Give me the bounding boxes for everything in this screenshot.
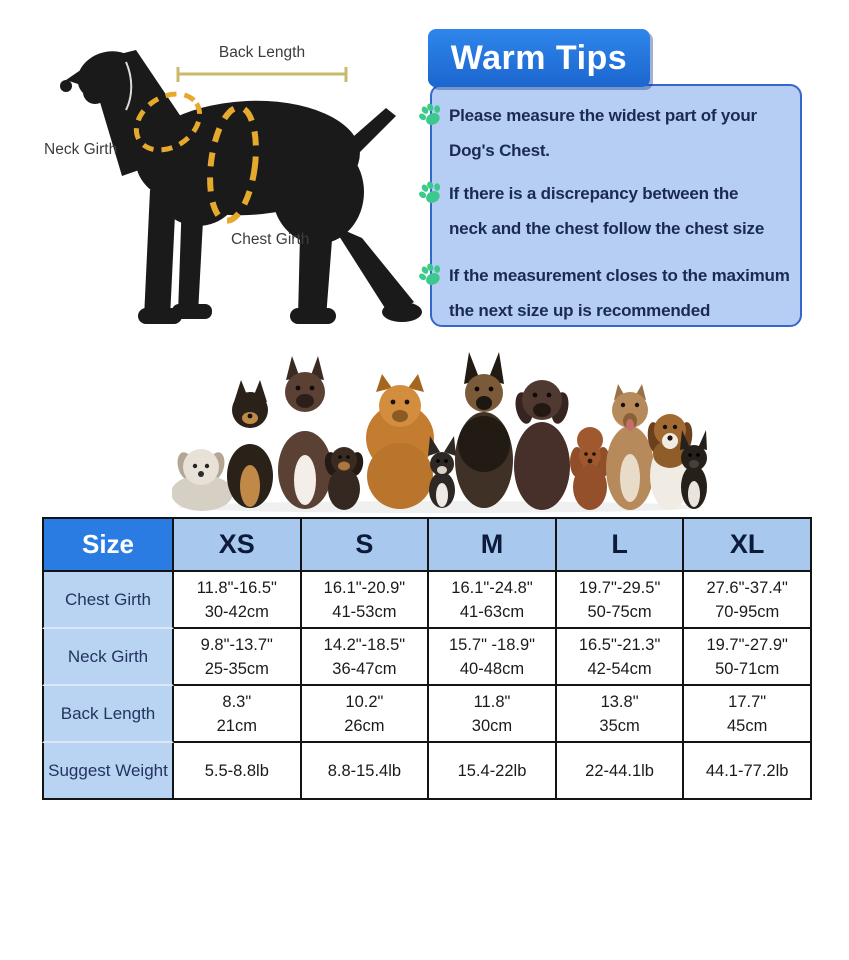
tip-text-line: the next size up is recommended [449, 301, 711, 320]
row-label-chest-girth: Chest Girth [42, 572, 174, 629]
cell-back-length-xl: 17.7" 45cm [684, 686, 812, 743]
col-header-m: M [429, 517, 557, 572]
size-table [42, 517, 812, 800]
tip-item [449, 258, 811, 328]
cell-back-length-xs: 8.3" 21cm [174, 686, 302, 743]
paw-icon [417, 261, 444, 288]
dog-pit-bull [606, 384, 654, 510]
paw-icon [417, 179, 444, 206]
cell-suggest-weight-m: 15.4-22lb [429, 743, 557, 800]
dog-shiba [227, 380, 273, 508]
cell-chest-girth-l: 19.7"-29.5" 50-75cm [557, 572, 685, 629]
tip-item [449, 98, 811, 168]
cell-suggest-weight-xs: 5.5-8.8lb [174, 743, 302, 800]
dog-chow-chow [366, 374, 434, 509]
cell-chest-girth-xl: 27.6"-37.4" 70-95cm [684, 572, 812, 629]
tip-text-line: If there is a discrepancy between the [449, 184, 739, 203]
cell-back-length-m: 11.8" 30cm [429, 686, 557, 743]
back-length-measure-line [178, 67, 346, 82]
cell-neck-girth-l: 16.5"-21.3" 42-54cm [557, 629, 685, 686]
dog-boxer [278, 356, 332, 509]
row-label-neck-girth: Neck Girth [42, 629, 174, 686]
warm-tips-title: Warm Tips [428, 29, 650, 87]
dog-poodle [570, 427, 610, 510]
paw-icon [417, 101, 444, 128]
dog-silhouette [60, 44, 422, 324]
dog-chocolate-lab [513, 380, 571, 510]
dog-german-shepherd [455, 352, 513, 508]
col-header-xl: XL [684, 517, 812, 572]
cell-neck-girth-s: 14.2"-18.5" 36-47cm [302, 629, 430, 686]
cell-suggest-weight-l: 22-44.1lb [557, 743, 685, 800]
col-header-l: L [557, 517, 685, 572]
dog-shih-tzu [172, 449, 233, 511]
cell-neck-girth-m: 15.7" -18.9" 40-48cm [429, 629, 557, 686]
cell-suggest-weight-xl: 44.1-77.2lb [684, 743, 812, 800]
tip-text-line: If the measurement closes to the maximum [449, 266, 790, 285]
neck-girth-label: Neck Girth [44, 141, 118, 158]
back-length-label: Back Length [218, 44, 306, 61]
cell-chest-girth-m: 16.1"-24.8" 41-63cm [429, 572, 557, 629]
dogs-group-photo [172, 348, 707, 514]
cell-back-length-l: 13.8" 35cm [557, 686, 685, 743]
cell-chest-girth-xs: 11.8"-16.5" 30-42cm [174, 572, 302, 629]
tip-text-line: neck and the chest follow the chest size [449, 219, 765, 238]
col-header-xs: XS [174, 517, 302, 572]
row-label-back-length: Back Length [42, 686, 174, 743]
tip-text-line: Please measure the widest part of your [449, 106, 757, 125]
cell-neck-girth-xl: 19.7"-27.9" 50-71cm [684, 629, 812, 686]
tip-item [449, 176, 811, 246]
col-header-s: S [302, 517, 430, 572]
cell-back-length-s: 10.2" 26cm [302, 686, 430, 743]
size-corner-header: Size [42, 517, 174, 572]
row-label-suggest-weight: Suggest Weight [42, 743, 174, 800]
chest-girth-label: Chest Girth [231, 231, 310, 248]
cell-chest-girth-s: 16.1"-20.9" 41-53cm [302, 572, 430, 629]
tip-text-line: Dog's Chest. [449, 141, 550, 160]
cell-neck-girth-xs: 9.8"-13.7" 25-35cm [174, 629, 302, 686]
cell-suggest-weight-s: 8.8-15.4lb [302, 743, 430, 800]
